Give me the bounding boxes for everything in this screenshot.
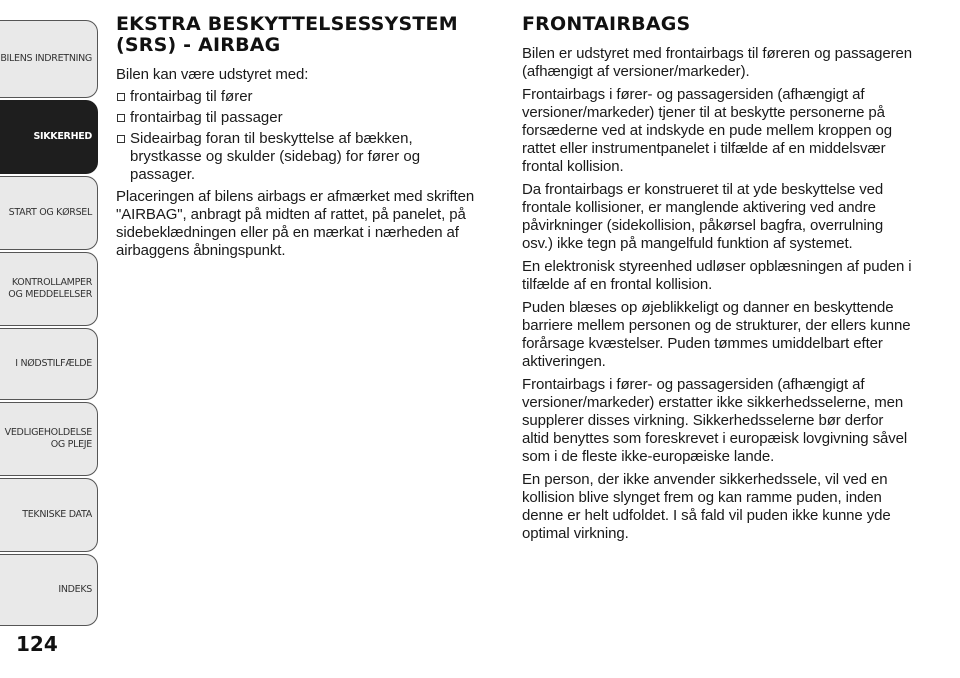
tab-indeks[interactable]: INDEKS: [0, 554, 98, 626]
left-column: [116, 14, 488, 264]
paragraph: Frontairbags i fører- og passagersiden (afhængigt af versioner/markeder) tjener til at beskytte personerne på forsæderne ved at indskyde en pude mellem kroppen og rattet eller instrumentpanelet i tilfælde af en middelsvær frontal kollision.: [522, 86, 893, 175]
section-heading-srs-airbag: EKSTRA BESKYTTELSESSYSTEM (SRS) - AIRBAG: [116, 13, 458, 56]
checkbox-bullet-icon: [117, 135, 125, 143]
tab-i-nodstilfaelde[interactable]: I NØDSTILFÆLDE: [0, 328, 98, 400]
paragraph: Puden blæses op øjeblikkeligt og danner en beskyttende barriere mellem personen og de strukturer, der ellers kunne forårsage kvæstelser. Puden tømmes umiddelbart efter aktiveringen.: [522, 299, 911, 370]
tab-tekniske-data[interactable]: TEKNISKE DATA: [0, 478, 98, 552]
tab-vedligeholdelse[interactable]: VEDLIGEHOLDELSE OG PLEJE: [0, 402, 98, 476]
intro-text: Bilen kan være udstyret med:: [116, 66, 309, 83]
airbag-list: [116, 88, 488, 184]
paragraph: Bilen er udstyret med frontairbags til føreren og passageren (afhængigt af versioner/markeder).: [522, 45, 913, 80]
tab-kontrollamper[interactable]: KONTROLLAMPER OG MEDDELELSER: [0, 252, 98, 326]
checkbox-bullet-icon: [117, 114, 125, 122]
chapter-sidebar: [0, 0, 100, 630]
checkbox-bullet-icon: [117, 93, 125, 101]
airbag-location-paragraph: Placeringen af bilens airbags er afmærket med skriften "AIRBAG", anbragt på midten af rattet, på panelet, på sidebeklædningen eller på en mærkat i nærheden af airbaggens åbningspunkt.: [116, 188, 475, 259]
list-item-text: Sideairbag foran til beskyttelse af bækken, brystkasse og skulder (sidebag) for fører og passager.: [130, 130, 421, 183]
list-item: [116, 130, 488, 184]
right-column: [522, 14, 914, 548]
section-heading-frontairbags: FRONTAIRBAGS: [522, 13, 691, 35]
paragraph: Frontairbags i fører- og passagersiden (afhængigt af versioner/markeder) erstatter ikke sikkerhedsselerne, men supplerer disses virkning. Sikkerhedsselerne bør derfor altid benyttes som foreskrevet i europæisk lovgivning såvel som i de fleste ikke-europæiske lande.: [522, 376, 908, 465]
paragraph: En elektronisk styreenhed udløser opblæsningen af puden i tilfælde af en frontal kollision.: [522, 258, 912, 293]
tab-start-og-korsel[interactable]: START OG KØRSEL: [0, 176, 98, 250]
list-item: [116, 109, 488, 127]
list-item: [116, 88, 488, 106]
tab-bilens-indretning[interactable]: BILENS INDRETNING: [0, 20, 98, 98]
page-number: 124: [16, 632, 58, 656]
list-item-text: frontairbag til fører: [130, 88, 253, 105]
paragraph: Da frontairbags er konstrueret til at yde beskyttelse ved frontale kollisioner, er manglende aktivering ved andre påvirkninger (sidekollision, påkørsel bagfra, overrulning osv.) ikke tegn på mangelfuld funktion af systemet.: [522, 181, 884, 252]
list-item-text: frontairbag til passager: [130, 109, 283, 126]
tab-sikkerhed[interactable]: SIKKERHED: [0, 100, 98, 174]
paragraph: En person, der ikke anvender sikkerhedssele, vil ved en kollision blive slynget frem og kan ramme puden, inden denne er helt udfoldet. I så fald vil puden ikke kunne yde optimal virkning.: [522, 471, 891, 542]
